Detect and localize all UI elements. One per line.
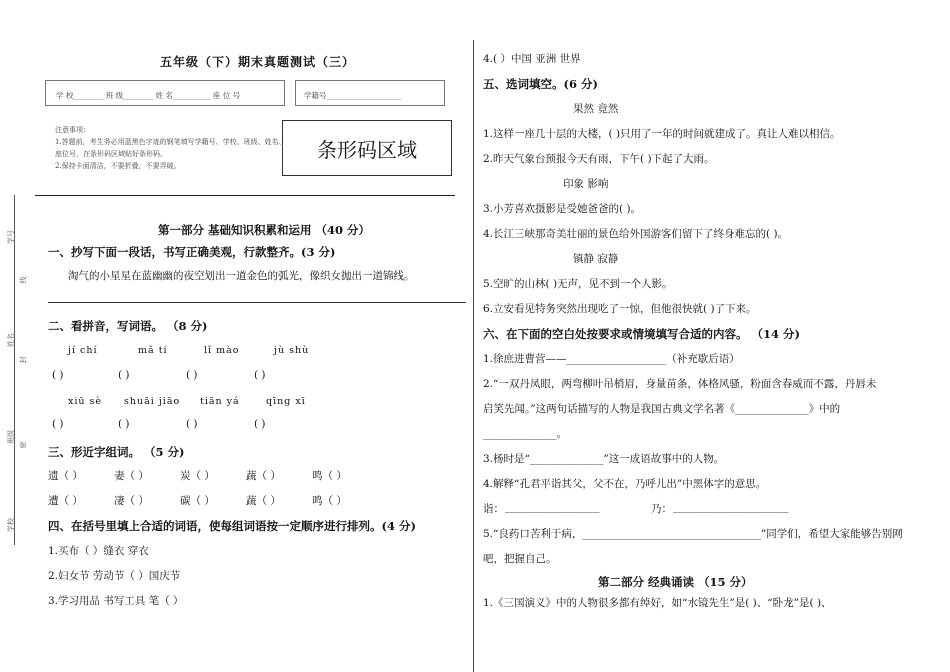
char-pair[interactable]: 妻（ ） (114, 470, 149, 482)
q5-item-2[interactable]: 2.昨天气象台预报今天有雨，下午( )下起了大雨。 (483, 153, 715, 165)
q6-item-5a[interactable]: 5.“良药口苦利于病，__________________________________”同学们，希望大家能够告别网 (483, 528, 903, 540)
pinyin-5: xiū sè (68, 396, 103, 407)
char-pair[interactable]: 鸣（ ） (312, 470, 347, 482)
notice-item-1: 1.答题前，考生务必用蓝黑色字迹的钢笔填写学籍号、学校、班级、姓名、 (55, 138, 286, 146)
q4-item-2[interactable]: 2.妇女节 劳动节（ ）国庆节 (48, 570, 181, 582)
binding-line (14, 195, 15, 545)
char-pair[interactable]: 遭（ ） (48, 495, 83, 507)
side-label-student-no: 学号 (7, 230, 15, 244)
char-pair[interactable]: 蔬（ ） (246, 495, 281, 507)
pinyin-6: shuāi jiāo (124, 396, 181, 407)
q4-item-4[interactable]: 4.( ）中国 亚洲 世界 (483, 53, 581, 65)
q6-item-4-label-2: 乃： (651, 503, 672, 515)
student-no-box (295, 80, 445, 106)
page-title: 五年级（下）期末真题测试（三） (160, 55, 356, 69)
side-label-class: 班级 (7, 430, 15, 444)
info-fields: 学 校________ 班 级________ 姓 名__________ 座 位 号 (56, 91, 241, 100)
q6-item-4: 4.解释“孔君平诣其父，父不在，乃呼儿出”中黑体字的意思。 (483, 478, 767, 490)
char-pair[interactable]: 遗（ ） (48, 470, 83, 482)
q6-item-1[interactable]: 1.徐庶进曹营——___________________（补充歇后语） (483, 353, 740, 365)
q6-item-4-blank-1[interactable]: __________________ (505, 501, 600, 513)
q4-title: 四、在括号里填上合适的词语，使每组词语按一定顺序进行排列。(4 分) (48, 519, 416, 533)
header-divider (35, 195, 455, 196)
char-pair[interactable]: 蔬（ ） (246, 470, 281, 482)
side-label-school: 学校 (7, 518, 15, 532)
pinyin-blank[interactable]: ( ) (118, 369, 130, 381)
notice-item-2: 2.保持卡面清洁，不要折叠，不要弄破。 (55, 162, 181, 170)
pinyin-blank[interactable]: ( ) (186, 418, 198, 430)
q5-item-3[interactable]: 3.小芳喜欢摄影是受她爸爸的( )。 (483, 203, 642, 215)
pinyin-blank[interactable]: ( ) (254, 418, 266, 430)
char-pair[interactable]: 碳（ ） (180, 495, 215, 507)
q2-title: 二、看拼音，写词语。 （8 分) (48, 319, 208, 333)
q6-item-2b[interactable]: 启笑先闻。”这两句话描写的人物是我国古典文学名著《______________》中的 (483, 403, 841, 415)
q5-title: 五、选词填空。(6 分) (483, 77, 598, 91)
pinyin-3: lǐ mào (204, 345, 240, 356)
pinyin-blank[interactable]: ( ) (118, 418, 130, 430)
q1-writing-line[interactable] (48, 302, 466, 303)
pinyin-8: qīng xī (266, 396, 306, 407)
char-pair[interactable]: 鸣（ ） (312, 495, 347, 507)
pinyin-blank[interactable]: ( ) (254, 369, 266, 381)
side-label-seal: 封 (19, 356, 28, 364)
pinyin-7: tiān yá (200, 396, 240, 407)
barcode-area: 条形码区域 (282, 120, 452, 176)
part2-title: 第二部分 经典诵读 （15 分） (598, 575, 753, 589)
q6-item-4-blank-2[interactable]: ______________________ (673, 501, 789, 513)
q4-item-3[interactable]: 3.学习用品 书写工具 笔（ ） (48, 595, 184, 607)
pinyin-4: jù shù (274, 345, 310, 356)
pinyin-1: jí chí (68, 345, 98, 356)
pinyin-2: mǎ tí (138, 345, 168, 356)
q1-text: 淘气的小星星在蓝幽幽的夜空划出一道金色的弧光，像织女抛出一道锦线。 (68, 270, 415, 282)
q5-item-4[interactable]: 4.长江三峡那奇美壮丽的景色给外国游客们留下了终身难忘的( )。 (483, 228, 789, 240)
word-choice-2: 印象 影响 (563, 178, 609, 190)
q6-item-3[interactable]: 3.杨时是“______________”这一成语故事中的人物。 (483, 453, 725, 465)
char-pair[interactable]: 炭（ ） (180, 470, 215, 482)
q1-title: 一、抄写下面一段话，书写正确美观，行款整齐。(3 分) (48, 245, 336, 259)
pinyin-blank[interactable]: ( ) (52, 369, 64, 381)
notice-title: 注意事项： (55, 126, 90, 134)
column-divider (473, 40, 474, 672)
info-box (45, 80, 285, 106)
pinyin-blank[interactable]: ( ) (52, 418, 64, 430)
side-label-name: 姓名 (7, 333, 15, 347)
pinyin-blank[interactable]: ( ) (186, 369, 198, 381)
word-choice-3: 镇静 寂静 (573, 253, 619, 265)
p2-item-1[interactable]: 1.《三国演义》中的人物很多都有绰好，如“水镜先生”是( )、“卧龙”是( )、 (483, 597, 832, 609)
side-label-secret: 密 (19, 441, 28, 449)
q5-item-5[interactable]: 5.空旷的山林( )无声，见不到一个人影。 (483, 278, 673, 290)
q5-item-6[interactable]: 6.立安看见特务突然出现吃了一惊，但他很快就( )了下来。 (483, 303, 757, 315)
notice-item-1b: 座位号，在条形码区域贴好条形码。 (55, 150, 167, 158)
q6-item-4-label-1: 诣： (483, 503, 504, 515)
q6-title: 六、在下面的空白处按要求或情境填写合适的内容。 （14 分) (483, 327, 800, 341)
q6-item-5b: 吧，把握自己。 (483, 553, 557, 565)
q4-item-1[interactable]: 1.买布（ ）缝衣 穿衣 (48, 545, 149, 557)
q6-item-2a: 2.“一双丹凤眼，两弯柳叶吊梢眉，身量苗条，体格风骚，粉面含春威而不露，丹唇未 (483, 378, 877, 390)
word-choice-1: 果然 竟然 (573, 103, 619, 115)
student-no-field: 学籍号____________________ (304, 91, 402, 100)
q6-item-2c[interactable]: ______________。 (483, 428, 567, 440)
q3-title: 三、形近字组词。 （5 分) (48, 445, 185, 459)
char-pair[interactable]: 凄（ ） (114, 495, 149, 507)
part1-title: 第一部分 基础知识积累和运用 （40 分） (158, 223, 371, 237)
side-label-line: 线 (19, 276, 28, 284)
q5-item-1[interactable]: 1.这样一座几十层的大楼，( )只用了一年的时间就建成了。真让人难以相信。 (483, 128, 841, 140)
